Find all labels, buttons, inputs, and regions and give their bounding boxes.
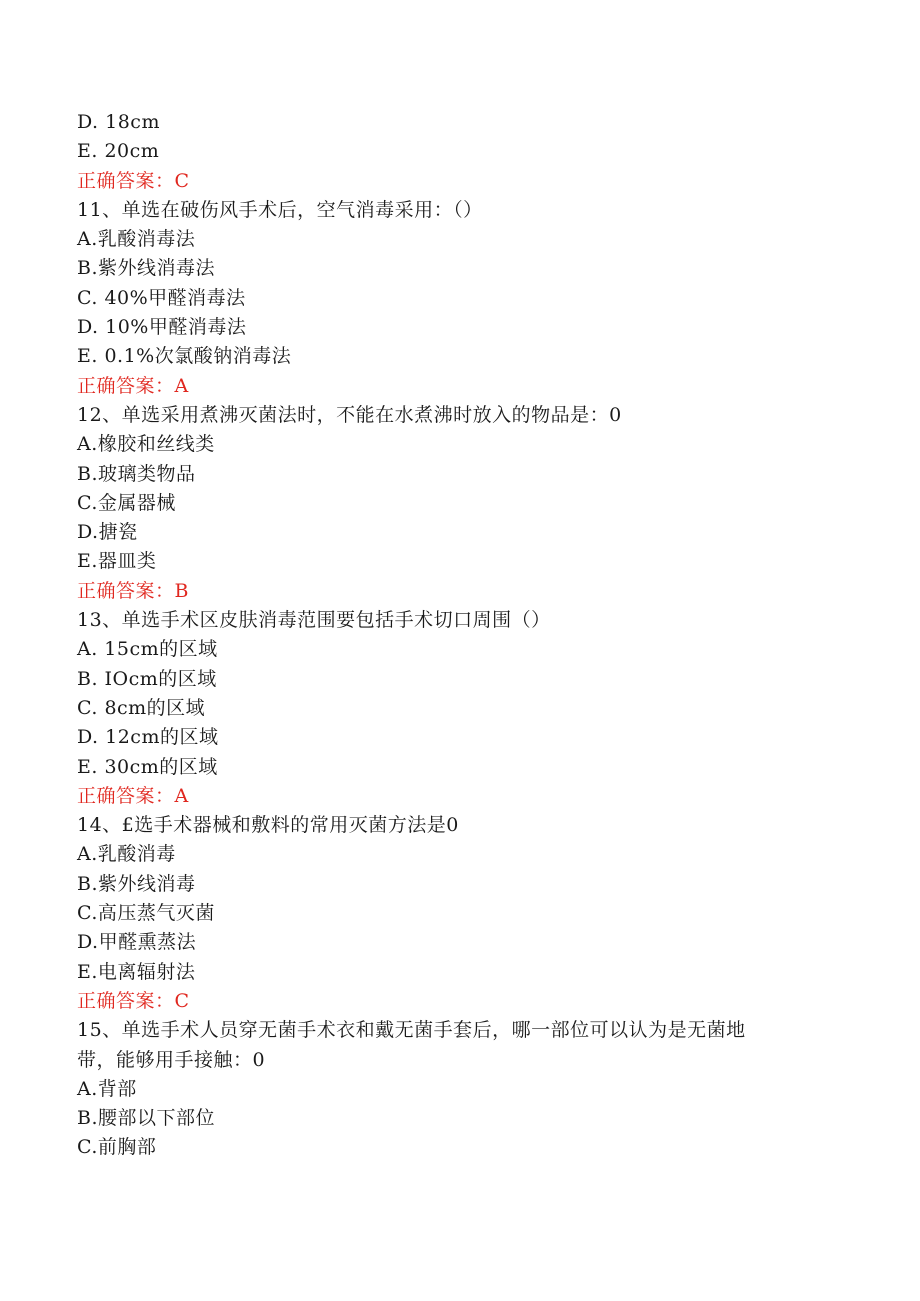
question-text: 带，能够用手接触：0 <box>77 1048 266 1071</box>
answer-option: B. IOcm的区域 <box>77 667 217 690</box>
question-text: 12、单选采用煮沸灭菌法时，不能在水煮沸时放入的物品是：0 <box>77 403 622 426</box>
correct-answer: 正确答案：A <box>77 784 189 807</box>
answer-option: D. 10%甲醛消毒法 <box>77 316 247 339</box>
answer-option: D.甲醛熏蒸法 <box>77 931 197 954</box>
answer-option: D. 12cm的区域 <box>77 726 219 749</box>
answer-option: C.高压蒸气灭菌 <box>77 902 215 925</box>
question-text: 13、单选手术区皮肤消毒范围要包括手术切口周围（） <box>77 609 551 632</box>
answer-option: B.紫外线消毒 <box>77 872 196 895</box>
answer-option: A. 15cm的区域 <box>77 638 218 661</box>
answer-option: E.电离辐射法 <box>77 960 196 983</box>
answer-option: E. 30cm的区域 <box>77 755 218 778</box>
answer-option: C. 40%甲醛消毒法 <box>77 286 246 309</box>
correct-answer: 正确答案：B <box>77 579 189 602</box>
correct-answer: 正确答案：C <box>77 169 190 192</box>
answer-option: A.乳酸消毒法 <box>77 228 196 251</box>
answer-option: C.前胸部 <box>77 1136 157 1159</box>
answer-option: B.紫外线消毒法 <box>77 257 216 280</box>
answer-option: E. 20cm <box>77 140 160 163</box>
answer-option: C. 8cm的区域 <box>77 696 206 719</box>
answer-option: B.玻璃类物品 <box>77 462 196 485</box>
answer-option: A.乳酸消毒 <box>77 843 176 866</box>
answer-option: D. 18cm <box>77 111 160 133</box>
answer-option: A.橡胶和丝线类 <box>77 433 215 456</box>
answer-option: B.腰部以下部位 <box>77 1107 216 1130</box>
question-text: 15、单选手术人员穿无菌手术衣和戴无菌手套后，哪一部位可以认为是无菌地 <box>77 1019 746 1042</box>
correct-answer: 正确答案：C <box>77 989 190 1012</box>
question-list <box>77 108 837 1163</box>
answer-option: C.金属器械 <box>77 491 176 514</box>
answer-option: A.背部 <box>77 1077 137 1100</box>
question-text: 11、单选在破伤风手术后，空气消毒采用：（） <box>77 198 483 221</box>
correct-answer: 正确答案：A <box>77 374 189 397</box>
answer-option: E. 0.1%次氯酸钠消毒法 <box>77 345 292 368</box>
answer-option: D.搪瓷 <box>77 521 138 544</box>
answer-option: E.器皿类 <box>77 550 157 573</box>
question-text: 14、£选手术器械和敷料的常用灭菌方法是0 <box>77 814 459 837</box>
